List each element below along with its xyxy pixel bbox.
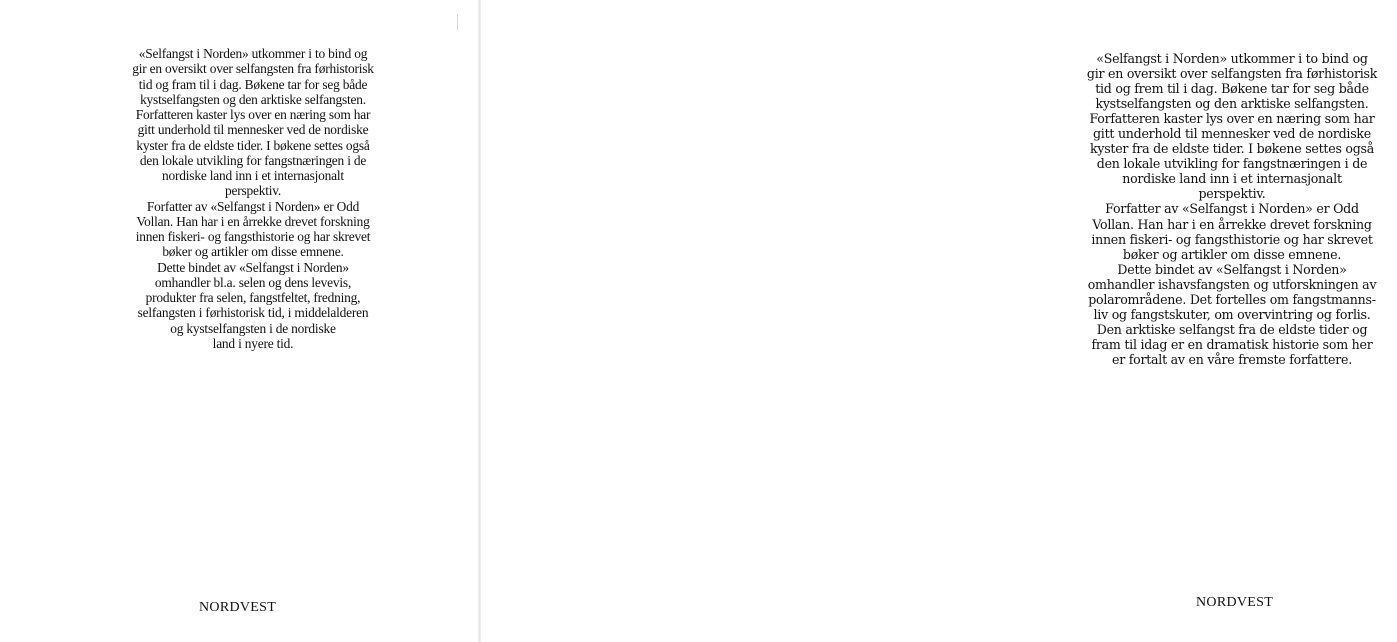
left-page-blurb: «Selfangst i Norden» utkommer i to bind og gir en oversikt over selfangsten fra førhistorisk tid og fram til i dag. Bøkene tar for seg både kystselfangsten og den arktiske selfangsten. Forfatteren kaster lys over en næring som har gitt underhold til mennesker ved de nordiske kyster fra de eldste tider. I bøkene settes også den lokale utvikling for fangstnæringen i de nordiske land inn i et internasjonalt perspektiv. Forfatter av «Selfangst i Norden» er Odd Vollan. Han har i en årrekke drevet forskning innen fiskeri- og fangsthistorie og har skrevet bøker og artikler om disse emnene. Dette bindet av «Selfangst i Norden» omhandler bl.a. selen og dens levevis, produkter fra selen, fangstfeltet, fredning, selfangsten i førhistorisk tid, i middelalderen og kystselfangsten i de nordiske land i nyere tid.: [132, 46, 374, 351]
right-page-blurb: «Selfangst i Norden» utkommer i to bind og gir en oversikt over selfangsten fra førhistorisk tid og frem til i dag. Bøkene tar for seg både kystselfangsten og den arktiske selfangsten. Forfatteren kaster lys over en næring som har gitt underhold til mennesker ved de nordiske kyster fra de eldste tider. I bøkene settes også den lokale utvikling for fangstnæringen i de nordiske land inn i et internasjonalt perspektiv. Forfatter av «Selfangst i Norden» er Odd Vollan. Han har i en årrekke drevet forskning innen fiskeri- og fangsthistorie og har skrevet bøker og artikler om disse emnene. Dette bindet av «Selfangst i Norden» omhandler ishavsfangsten og utforskningen av polarområdene. Det fortelles om fangstmanns- liv og fangstskuter, om overvintring og forlis. Den arktiske selfangst fra de eldste tider og fram til idag er en dramatisk historie som her er fortalt av en våre fremste forfattere.: [1086, 51, 1378, 367]
left-page-publisher: NORDVEST: [199, 600, 277, 615]
left-page: [0, 0, 479, 642]
right-page-publisher: NORDVEST: [1196, 595, 1274, 610]
right-page: [481, 0, 1378, 642]
scan-mark: [457, 14, 461, 30]
